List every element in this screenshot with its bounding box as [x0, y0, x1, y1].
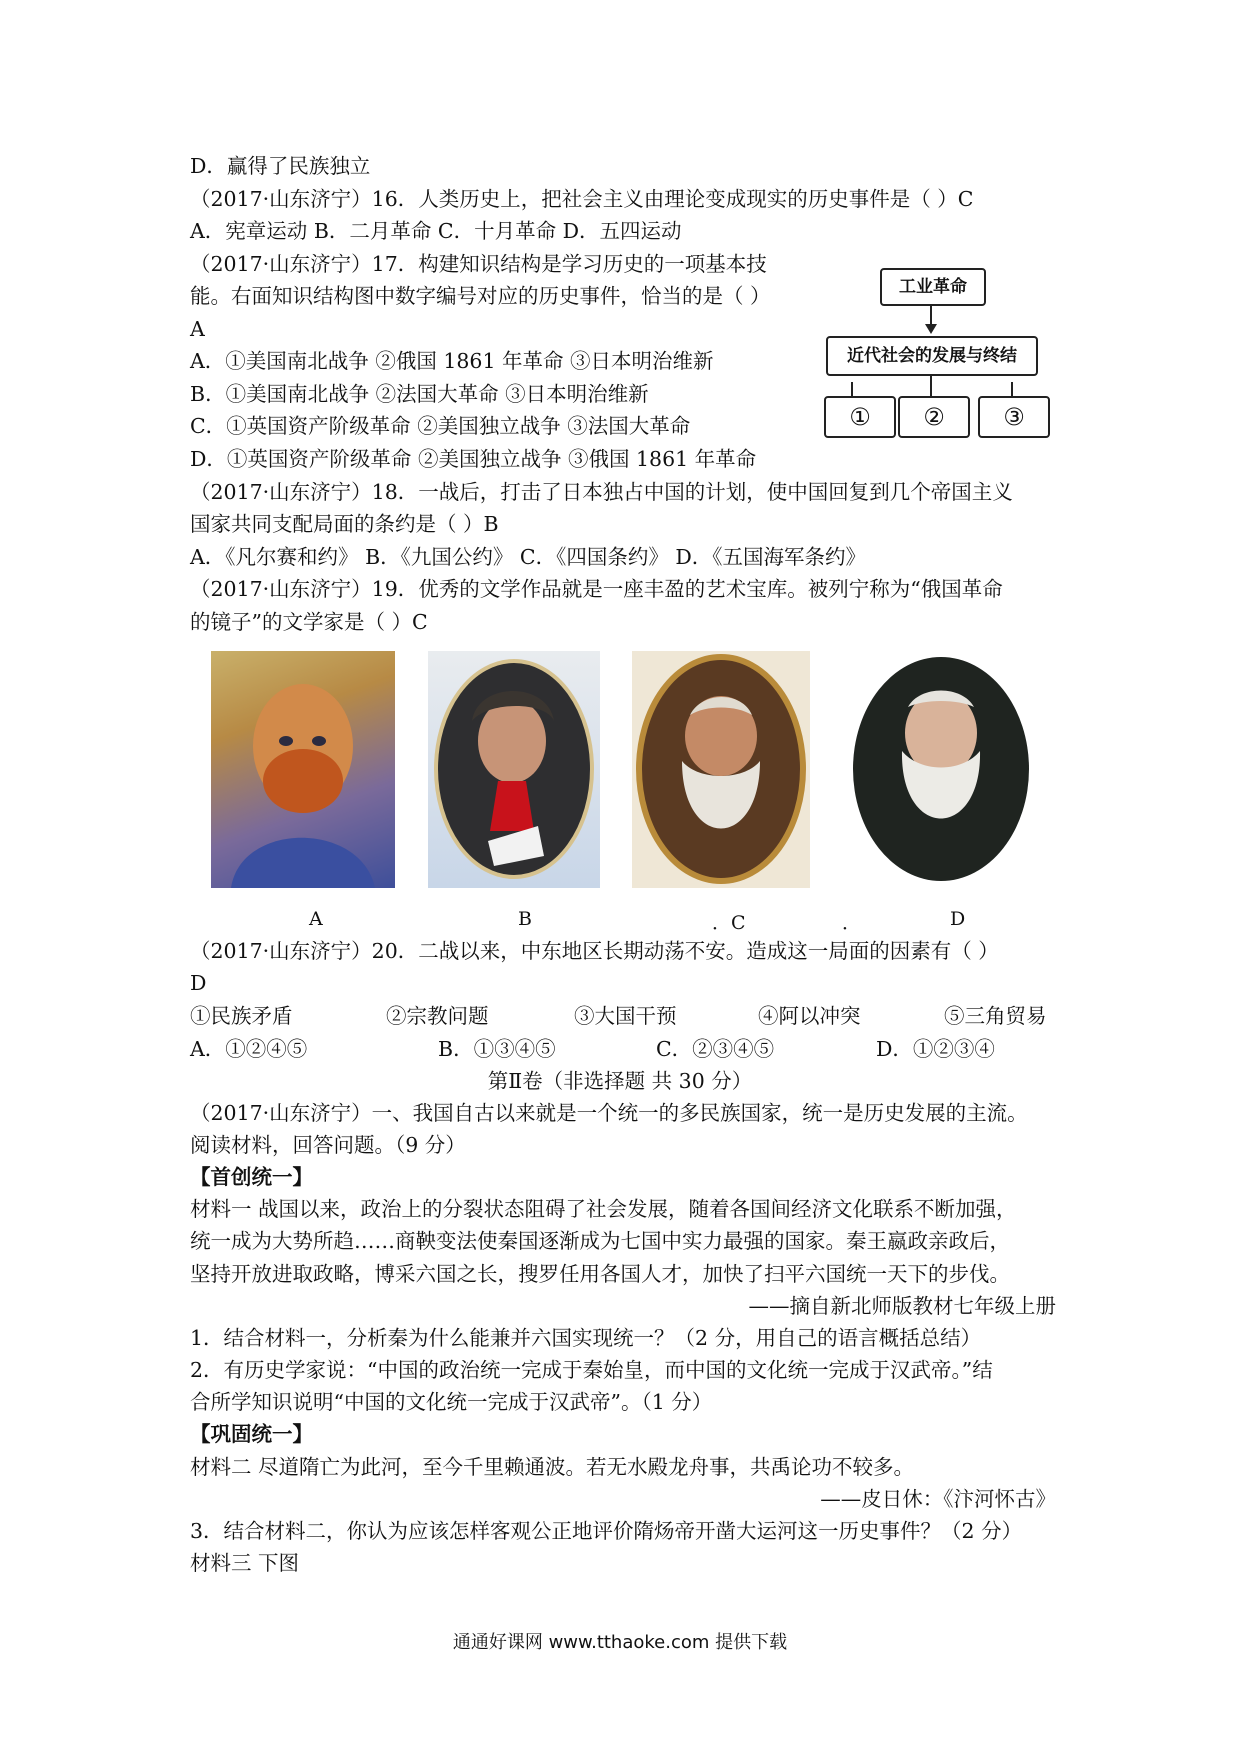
question-20: （2017·山东济宁）20．二战以来，中东地区长期动荡不安。造成这一局面的因素有（ ） [190, 939, 999, 963]
poem-citation: ——皮日休：《汴河怀古》 [820, 1487, 1056, 1511]
option-a: A．①美国南北战争 ②俄国 1861 年革命 ③日本明治维新 [190, 349, 714, 373]
item-1: ①民族矛盾 [190, 1004, 293, 1028]
question-16-options: A．宪章运动 B．二月革命 C．十月革命 D．五四运动 [190, 219, 682, 243]
material-one-cont: 统一成为大势所趋……商鞅变法使秦国逐渐成为七国中实力最强的国家。秦王嬴政亲政后， [190, 1229, 1010, 1253]
portrait-d-image [850, 651, 1032, 888]
question-20-options [190, 1035, 995, 1063]
question-2-cont: 合所学知识说明“中国的文化统一完成于汉武帝”。（1 分） [190, 1390, 713, 1414]
item-5: ⑤三角贸易 [944, 1004, 1047, 1028]
portrait-label-a: A [309, 908, 323, 930]
text-line: 的镜子”的文学家是（ ）C [190, 610, 428, 634]
option-a: A．①②④⑤ [190, 1037, 308, 1061]
material-one: 材料一 战国以来，政治上的分裂状态阻碍了社会发展，随着各国间经济文化联系不断加强， [190, 1197, 1017, 1221]
option-d: D．①英国资产阶级革命 ②美国独立战争 ③俄国 1861 年革命 [190, 447, 757, 471]
portrait-label-b: B [518, 908, 532, 930]
option-c: C．①英国资产阶级革命 ②美国独立战争 ③法国大革命 [190, 414, 691, 438]
option-b: B．①美国南北战争 ②法国大革命 ③日本明治维新 [190, 382, 649, 406]
diagram-box-3: ③ [978, 396, 1050, 438]
subheading-consolidate-unification: 【巩固统一】 [190, 1422, 313, 1446]
diagram-box-2: ② [898, 396, 970, 438]
question-18-options: A．《凡尔赛和约》 B．《九国公约》 C．《四国条约》 D．《五国海军条约》 [190, 545, 867, 569]
question-17: （2017·山东济宁）17．构建知识结构是学习历史的一项基本技 [190, 252, 767, 276]
diagram-connectors [0, 0, 1240, 460]
question-16: （2017·山东济宁）16．人类历史上，把社会主义由理论变成现实的历史事件是（ ）C [190, 187, 974, 211]
portrait-label-d: D [950, 908, 966, 930]
text-line: 阅读材料，回答问题。（9 分） [190, 1133, 466, 1157]
item-2: ②宗教问题 [386, 1004, 489, 1028]
material-two: 材料二 尽道隋亡为此河，至今千里赖通波。若无水殿龙舟事，共禹论功不较多。 [190, 1455, 915, 1479]
portrait-b-image [428, 651, 600, 888]
diagram-top-box: 工业革命 [880, 268, 986, 306]
portrait-a-image [211, 651, 395, 888]
section-title: 第Ⅱ卷（非选择题 共 30 分） [487, 1069, 753, 1093]
question-1: 1．结合材料一，分析秦为什么能兼并六国实现统一？（2 分，用自己的语言概括总结） [190, 1326, 982, 1350]
portrait-c-image [632, 651, 810, 888]
text-line: 国家共同支配局面的条约是（ ）B [190, 512, 499, 536]
answer-line: D [190, 971, 207, 995]
text-line: D．赢得了民族独立 [190, 154, 371, 178]
diagram-middle-box: 近代社会的发展与终结 [826, 336, 1038, 376]
source-citation: ——摘自新北师版教材七年级上册 [748, 1294, 1056, 1318]
diagram-box-1: ① [824, 396, 896, 438]
portrait-label-c: ．C [712, 912, 746, 934]
answer-line: A [190, 317, 205, 341]
item-4: ④阿以冲突 [758, 1004, 861, 1028]
question-3: 3．结合材料二，你认为应该怎样客观公正地评价隋炀帝开凿大运河这一历史事件？（2 分） [190, 1519, 1023, 1543]
question-18: （2017·山东济宁）18．一战后，打击了日本独占中国的计划，使中国回复到几个帝国主义 [190, 480, 1013, 504]
subheading-first-unification: 【首创统一】 [190, 1165, 313, 1189]
question-2: 2．有历史学家说：“中国的政治统一完成于秦始皇，而中国的文化统一完成于汉武帝。”结 [190, 1358, 993, 1382]
question-20-items [190, 1002, 1047, 1030]
text-line: 能。右面知识结构图中数字编号对应的历史事件，恰当的是（ ） [190, 284, 771, 308]
footer-watermark: 通通好课网 www.tthaoke.com 提供下载 [452, 1632, 788, 1653]
option-c: C．②③④⑤ [656, 1037, 775, 1061]
item-3: ③大国干预 [574, 1004, 677, 1028]
question-19: （2017·山东济宁）19．优秀的文学作品就是一座丰盈的艺术宝库。被列宁称为“俄国革命 [190, 577, 1003, 601]
portrait-label-dot: ． [842, 912, 862, 934]
material-three: 材料三 下图 [190, 1551, 300, 1575]
option-b: B．①③④⑤ [438, 1037, 556, 1061]
option-d: D．①②③④ [876, 1037, 995, 1061]
section-one-intro: （2017·山东济宁）一、我国自古以来就是一个统一的多民族国家，统一是历史发展的主流。 [190, 1101, 1028, 1125]
material-one-cont: 坚持开放进取政略，博采六国之长，搜罗任用各国人才，加快了扫平六国统一天下的步伐。 [190, 1262, 1010, 1286]
